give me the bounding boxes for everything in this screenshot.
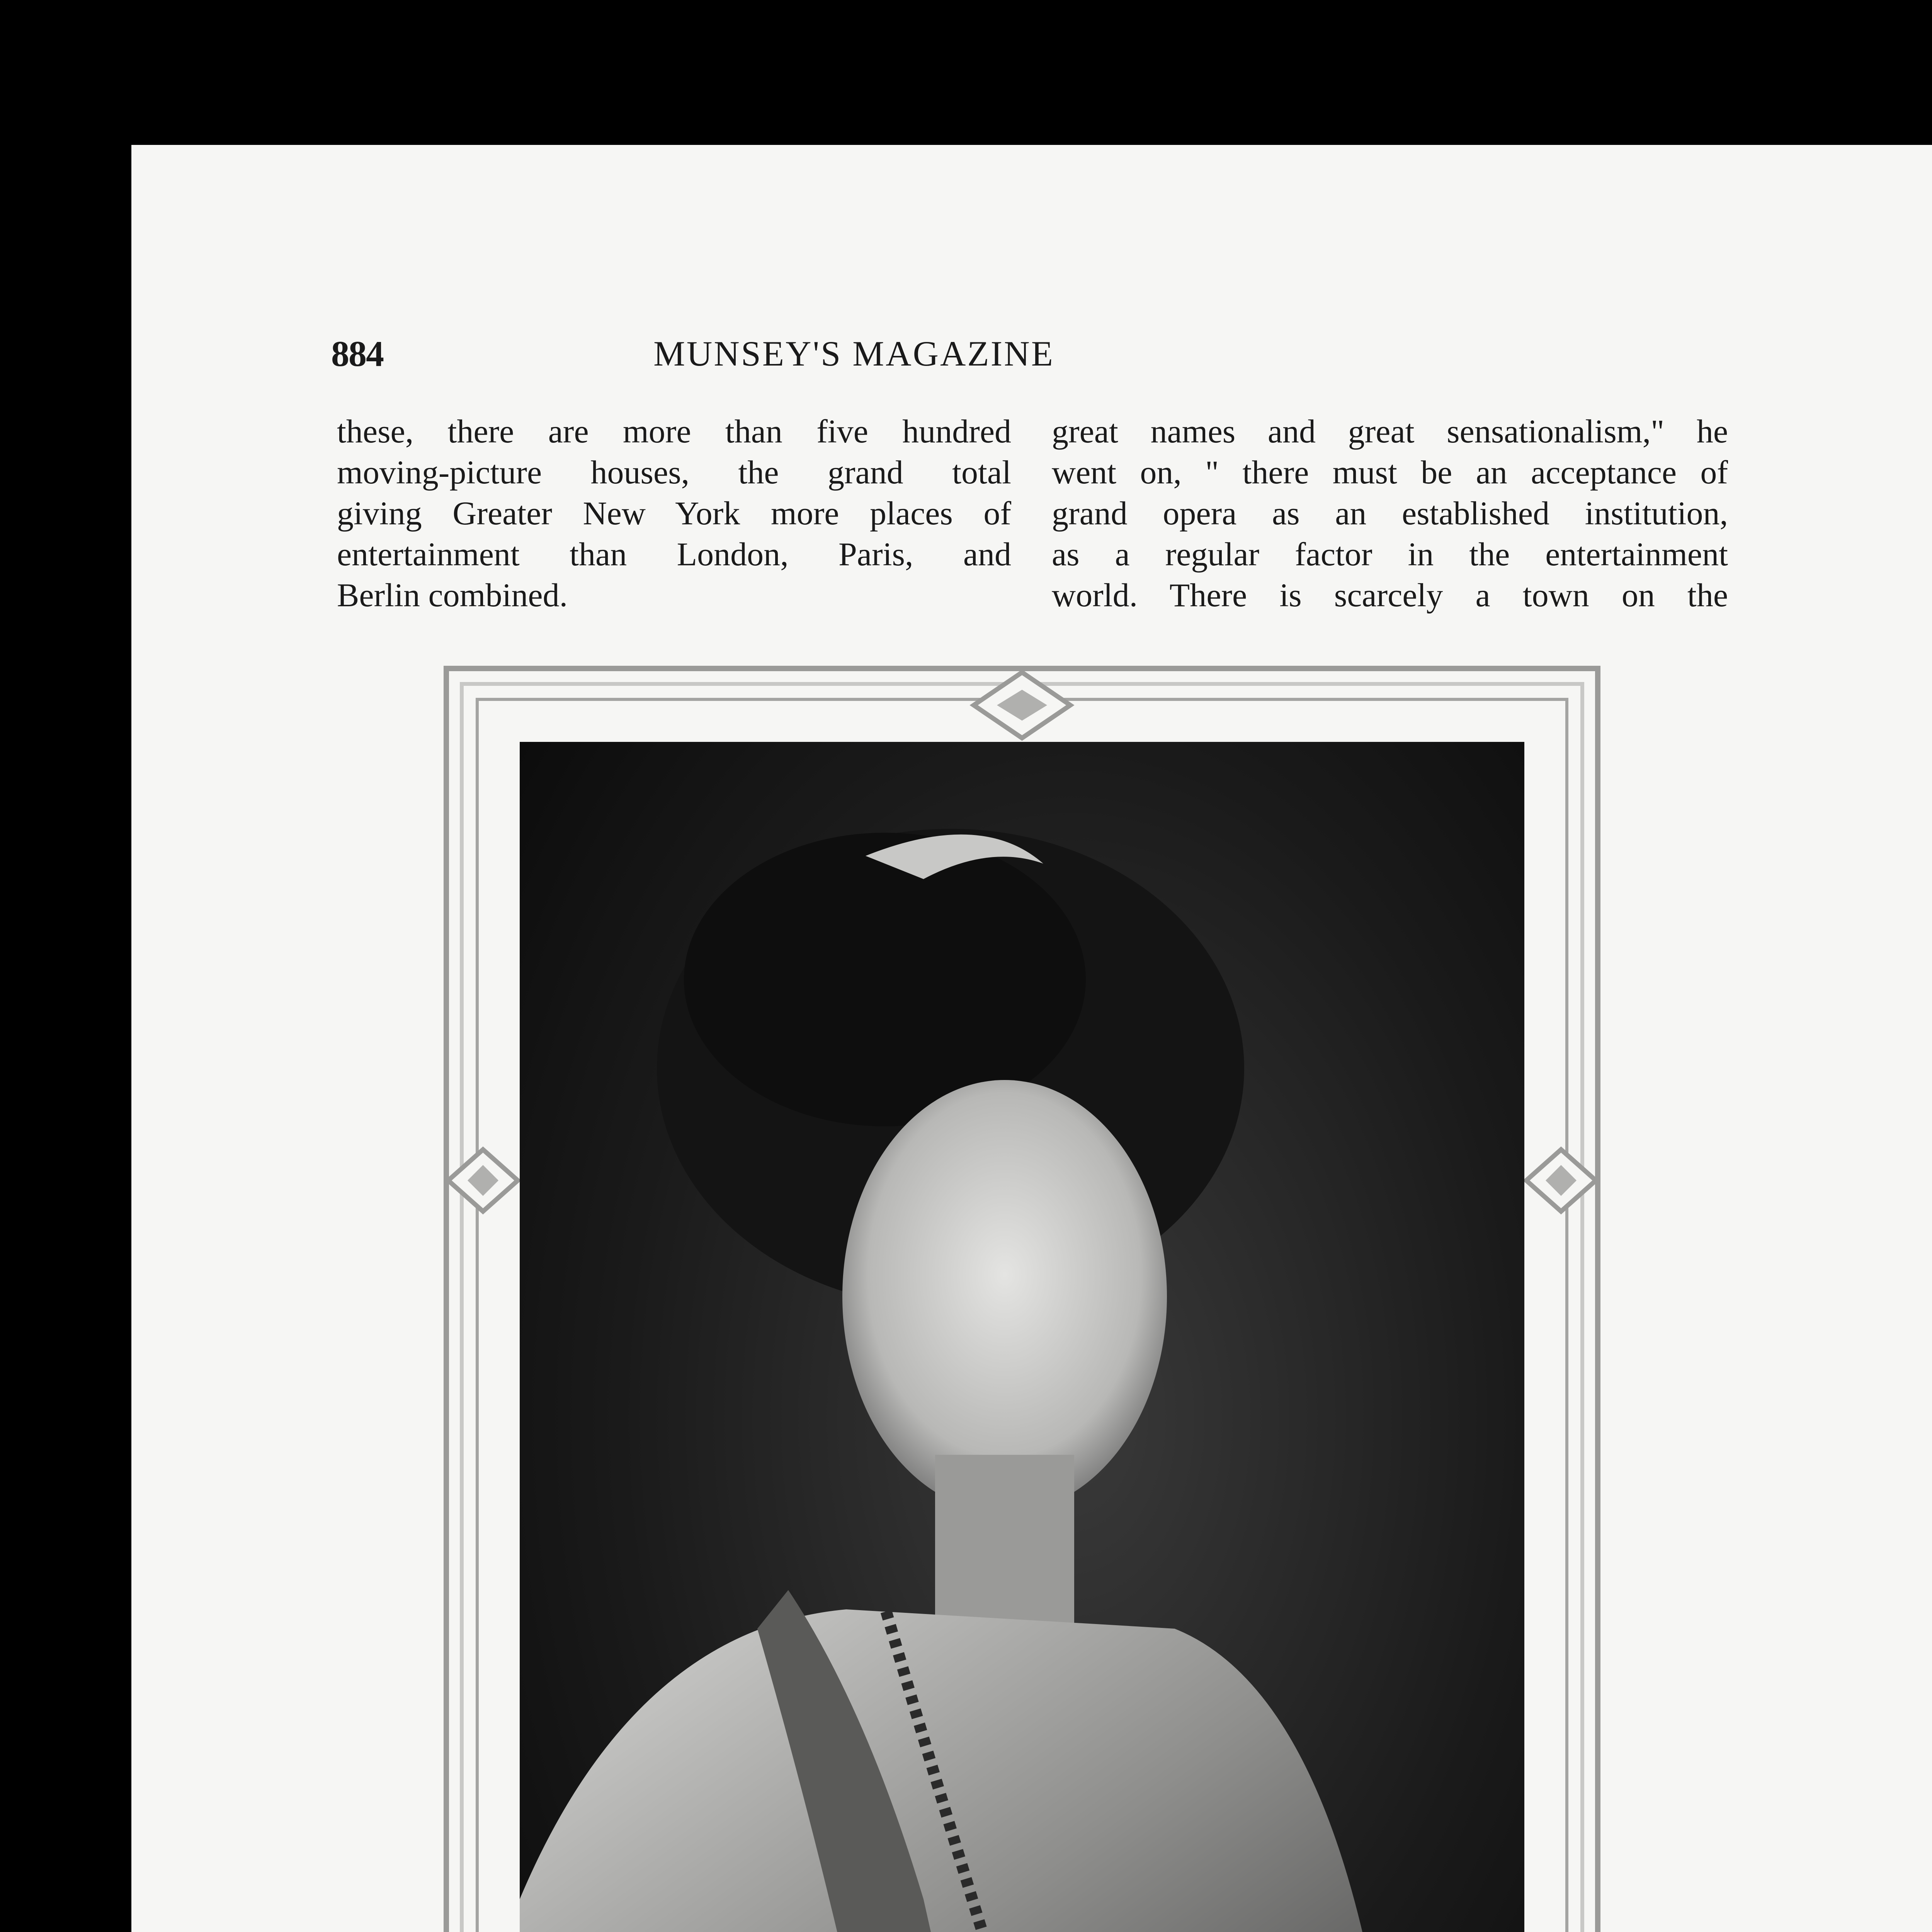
text-line: grand opera as an established institution, <box>1052 495 1728 532</box>
text-line: these, there are more than five hundred <box>337 413 1011 450</box>
text-line: great names and great sensationalism," he <box>1052 413 1728 450</box>
text-line: as a regular factor in the entertainment <box>1052 536 1728 573</box>
text-line: entertainment than London, Paris, and <box>337 536 1011 573</box>
text-line: giving Greater New York more places of <box>337 495 1011 532</box>
ornament-left-icon <box>448 1150 518 1211</box>
text-line: Berlin combined. <box>337 577 568 614</box>
running-head: MUNSEY'S MAGAZINE <box>653 334 1054 373</box>
text-column-top-right <box>1052 411 1728 616</box>
text-line: went on, " there must be an acceptance of <box>1052 454 1728 491</box>
page-number: 884 <box>331 334 383 374</box>
ornament-right-icon <box>1526 1150 1596 1211</box>
text-line: world. There is scarcely a town on the <box>1052 577 1728 614</box>
text-column-top-left <box>337 411 1011 616</box>
portrait-photograph <box>440 663 1604 1932</box>
text-line: moving-picture houses, the grand total <box>337 454 1011 491</box>
